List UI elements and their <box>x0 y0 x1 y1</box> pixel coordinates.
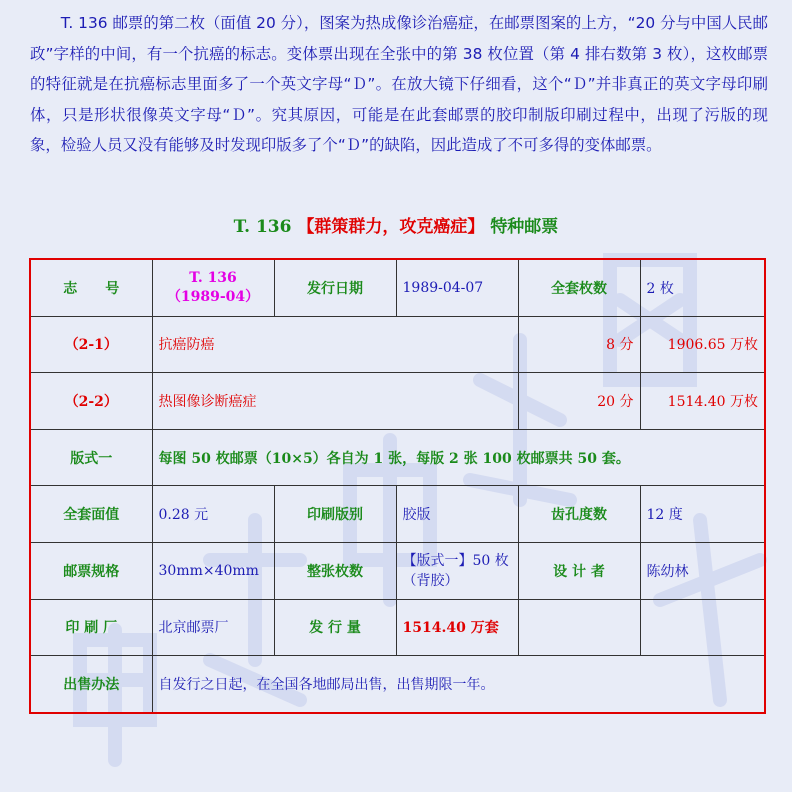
table-row <box>30 429 765 486</box>
label-designer: 设 计 者 <box>518 543 640 600</box>
label-face-value: 全套面值 <box>30 486 152 543</box>
format-value: 每图 50 枚邮票（10×5）各自为 1 张，每版 2 张 100 枚邮票共 50 套。 <box>152 429 765 486</box>
stamp-name: 热图像诊断癌症 <box>152 373 518 430</box>
title-name: 【群策群力，攻克癌症】 <box>297 217 485 237</box>
label-sale-method: 出售办法 <box>30 656 152 713</box>
table-row <box>30 543 765 600</box>
label-perforation: 齿孔度数 <box>518 486 640 543</box>
print-method-value: 胶版 <box>396 486 518 543</box>
set-count-value: 2 枚 <box>640 259 765 316</box>
empty-cell <box>518 599 640 656</box>
table-row <box>30 259 765 316</box>
designer-value: 陈幼林 <box>640 543 765 600</box>
table-row <box>30 316 765 373</box>
face-value: 0.28 元 <box>152 486 274 543</box>
page-title <box>0 212 792 242</box>
stamp-denomination: 20 分 <box>518 373 640 430</box>
table-row <box>30 656 765 713</box>
sheet-count-line1: 【版式一】50 枚 <box>402 552 509 569</box>
label-issue-volume: 发 行 量 <box>274 599 396 656</box>
empty-cell <box>640 599 765 656</box>
stamp-info-table <box>29 258 766 714</box>
perforation-value: 12 度 <box>640 486 765 543</box>
zhihao-value <box>152 259 274 316</box>
label-print-method: 印刷版别 <box>274 486 396 543</box>
stamp-no: （2-1） <box>30 316 152 373</box>
label-zhihao: 志 号 <box>30 259 152 316</box>
title-code: T. 136 <box>233 217 292 237</box>
table-row <box>30 599 765 656</box>
stamp-quantity: 1514.40 万枚 <box>640 373 765 430</box>
sale-method-value: 自发行之日起，在全国各地邮局出售，出售期限一年。 <box>152 656 765 713</box>
zhihao-line2: （1989-04） <box>166 288 260 305</box>
label-printer: 印 刷 厂 <box>30 599 152 656</box>
label-set-count: 全套枚数 <box>518 259 640 316</box>
stamp-quantity: 1906.65 万枚 <box>640 316 765 373</box>
sheet-count-value <box>396 543 518 600</box>
label-sheet-count: 整张枚数 <box>274 543 396 600</box>
title-kind: 特种邮票 <box>490 217 559 237</box>
table-row <box>30 486 765 543</box>
table-row <box>30 373 765 430</box>
stamp-no: （2-2） <box>30 373 152 430</box>
stamp-denomination: 8 分 <box>518 316 640 373</box>
zhihao-line1: T. 136 <box>189 269 237 286</box>
printer-value: 北京邮票厂 <box>152 599 274 656</box>
label-issue-date: 发行日期 <box>274 259 396 316</box>
issue-volume-value: 1514.40 万套 <box>396 599 518 656</box>
issue-date-value: 1989-04-07 <box>396 259 518 316</box>
intro-paragraph: T. 136 邮票的第二枚（面值 20 分），图案为热成像诊治癌症，在邮票图案的上方，“20 分与中国人民邮政”字样的中间，有一个抗癌的标志。变体票出现在全张中的第 38 枚位置（第 4 排右数第 3 枚），这枚邮票的特征就是在抗癌标志里面多了一个英文字母“Ｄ”。在放大镜下仔细看，这个“Ｄ”并非真正的英文字母印刷体，只是形状很像英文字母“Ｄ”。究其原因，可能是在此套邮票的胶印制版印刷过程中，出现了污版的现象，检验人员又没有能够及时发现印版多了个“Ｄ”的缺陷，因此造成了不可多得的变体邮票。 <box>30 14 768 154</box>
label-stamp-size: 邮票规格 <box>30 543 152 600</box>
label-format: 版式一 <box>30 429 152 486</box>
stamp-name: 抗癌防癌 <box>152 316 518 373</box>
sheet-count-line2: （背胶） <box>402 572 459 589</box>
stamp-size-value: 30mm×40mm <box>152 543 274 600</box>
